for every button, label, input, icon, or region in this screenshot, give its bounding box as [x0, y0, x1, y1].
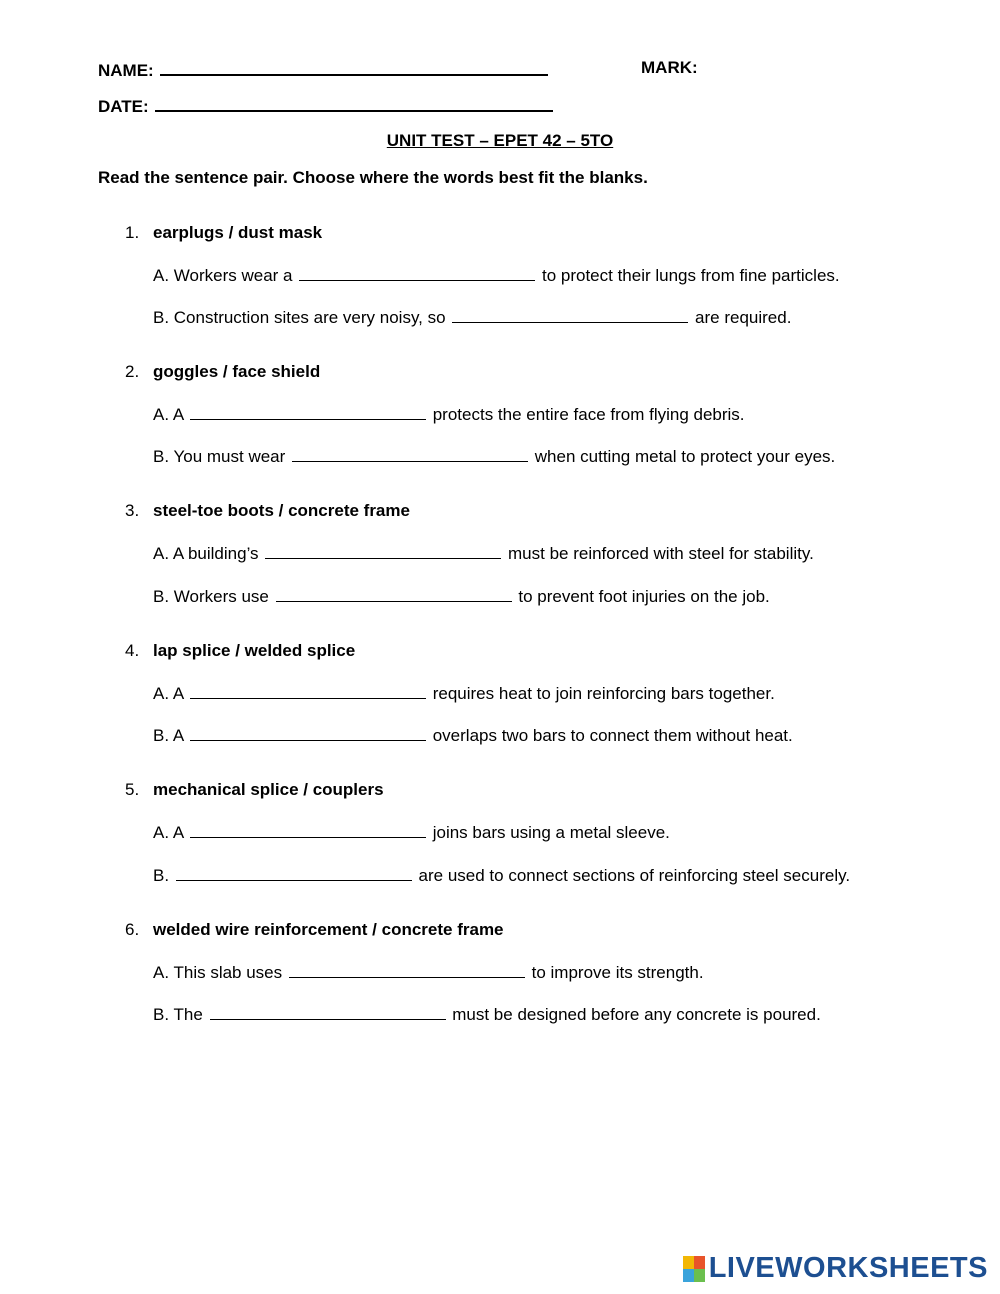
sentence-b-pre: B. Construction sites are very noisy, so — [153, 308, 446, 327]
answer-blank[interactable] — [190, 822, 426, 838]
sentence-b-post: when cutting metal to protect your eyes. — [534, 447, 836, 466]
sentence-a-pre: A. A — [153, 823, 184, 842]
sentence-a-pre: A. This slab uses — [153, 963, 283, 982]
question-words: mechanical splice / couplers — [153, 780, 384, 799]
question-words: earplugs / dust mask — [153, 223, 323, 242]
question-number: 1. — [125, 223, 140, 242]
sentence-b-post: to prevent foot injuries on the job. — [518, 587, 770, 606]
question-number: 6. — [125, 920, 140, 939]
page-title: UNIT TEST – EPET 42 – 5TO — [386, 131, 614, 150]
badge-cell — [694, 1269, 705, 1282]
sentence-a-post: to improve its strength. — [531, 963, 704, 982]
logo-badge-icon — [683, 1256, 705, 1282]
sentence-b-pre: B. A — [153, 726, 184, 745]
sentence-b-pre: B. You must wear — [153, 447, 286, 466]
sentence-b-post: must be designed before any concrete is poured. — [452, 1005, 821, 1024]
name-row — [98, 58, 548, 81]
badge-cell — [694, 1256, 705, 1269]
question-words: goggles / face shield — [153, 362, 321, 381]
sentence-a-pre: A. Workers wear a — [153, 266, 293, 285]
question-number: 4. — [125, 641, 140, 660]
sentence-b — [153, 586, 770, 607]
answer-blank[interactable] — [299, 265, 535, 281]
instructions: Read the sentence pair. Choose where the words best fit the blanks. — [98, 168, 648, 187]
sentence-a — [153, 962, 704, 983]
answer-blank[interactable] — [289, 962, 525, 978]
answer-blank[interactable] — [190, 404, 426, 420]
sentence-a — [153, 822, 670, 843]
badge-cell — [683, 1269, 694, 1282]
question-words: lap splice / welded splice — [153, 641, 356, 660]
question-number: 2. — [125, 362, 140, 381]
answer-blank[interactable] — [190, 683, 426, 699]
question-number: 5. — [125, 780, 140, 799]
sentence-a-pre: A. A — [153, 684, 184, 703]
date-field[interactable] — [155, 94, 553, 112]
sentence-a-post: to protect their lungs from fine particles. — [541, 266, 840, 285]
sentence-b — [153, 446, 835, 467]
name-label: NAME: — [98, 61, 154, 80]
date-label: DATE: — [98, 97, 149, 116]
sentence-b — [153, 307, 791, 328]
answer-blank[interactable] — [176, 865, 412, 881]
sentence-a — [153, 543, 814, 564]
answer-blank[interactable] — [452, 307, 688, 323]
sentence-a-post: must be reinforced with steel for stability. — [508, 544, 814, 563]
sentence-a-post: protects the entire face from flying debris. — [432, 405, 745, 424]
sentence-b-post: are required. — [695, 308, 792, 327]
answer-blank[interactable] — [210, 1004, 446, 1020]
sentence-a-pre: A. A building’s — [153, 544, 259, 563]
answer-blank[interactable] — [276, 586, 512, 602]
question-words: steel-toe boots / concrete frame — [153, 501, 410, 520]
sentence-b-pre: B. — [153, 866, 170, 885]
sentence-b-post: overlaps two bars to connect them without heat. — [432, 726, 793, 745]
sentence-a-pre: A. A — [153, 405, 184, 424]
sentence-b-post: are used to connect sections of reinforcing steel securely. — [418, 866, 851, 885]
answer-blank[interactable] — [265, 543, 501, 559]
sentence-b-pre: B. Workers use — [153, 587, 269, 606]
question-words: welded wire reinforcement / concrete frame — [153, 920, 504, 939]
answer-blank[interactable] — [190, 725, 426, 741]
sentence-a — [153, 683, 775, 704]
question-number: 3. — [125, 501, 140, 520]
mark-label: MARK: — [641, 58, 698, 77]
sentence-a-post: requires heat to join reinforcing bars together. — [432, 684, 775, 703]
sentence-b — [153, 1004, 821, 1025]
answer-blank[interactable] — [292, 446, 528, 462]
date-row — [98, 94, 553, 117]
badge-cell — [683, 1256, 694, 1269]
sentence-b — [153, 865, 850, 886]
sentence-b-pre: B. The — [153, 1005, 203, 1024]
sentence-a — [153, 404, 745, 425]
name-field[interactable] — [160, 58, 548, 76]
sentence-a-post: joins bars using a metal sleeve. — [432, 823, 670, 842]
sentence-a — [153, 265, 840, 286]
sentence-b — [153, 725, 793, 746]
liveworksheets-logo — [683, 1252, 988, 1285]
logo-text: LIVEWORKSHEETS — [708, 1252, 988, 1284]
